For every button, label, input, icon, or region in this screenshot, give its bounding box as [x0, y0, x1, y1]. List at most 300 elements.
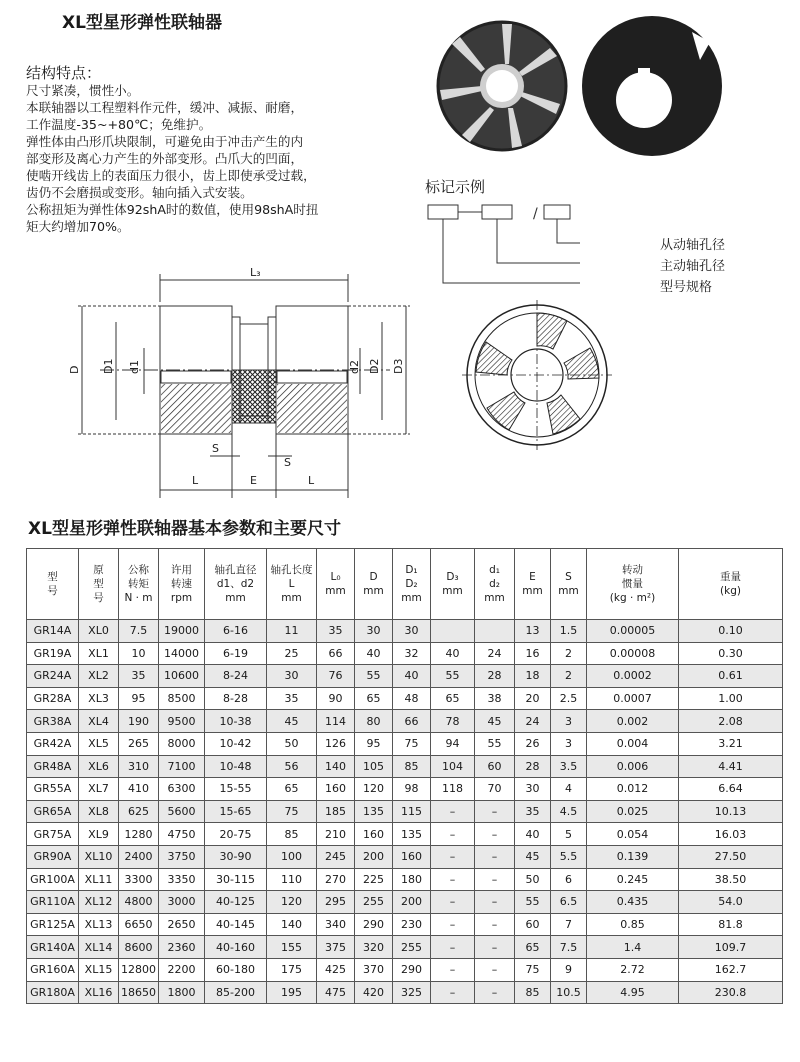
table-cell: 11	[267, 620, 317, 643]
table-cell: 114	[317, 710, 355, 733]
column-header-text: d₁	[489, 564, 500, 576]
table-cell: XL5	[79, 732, 119, 755]
column-header-text: mm	[522, 585, 543, 597]
column-header	[267, 549, 317, 620]
table-cell: 6650	[119, 913, 159, 936]
table-row	[27, 755, 783, 778]
table-cell: –	[475, 845, 515, 868]
table-cell: 4750	[159, 823, 205, 846]
table-cell: 2.72	[587, 958, 679, 981]
table-cell: GR160A	[27, 958, 79, 981]
table-cell: 2400	[119, 845, 159, 868]
column-header-text: mm	[225, 592, 246, 604]
column-header-text: (kg · m²)	[609, 592, 656, 604]
column-header-text: D₁	[405, 564, 418, 576]
table-cell: 120	[267, 891, 317, 914]
table-cell: 85	[515, 981, 551, 1004]
table-cell: 115	[393, 800, 431, 823]
table-cell: 45	[475, 710, 515, 733]
table-cell: 195	[267, 981, 317, 1004]
table-cell: 4800	[119, 891, 159, 914]
table-cell: 0.004	[587, 732, 679, 755]
table-cell: 1.00	[679, 687, 783, 710]
table-cell: 295	[317, 891, 355, 914]
table-cell: 27.50	[679, 845, 783, 868]
table-cell: 3350	[159, 868, 205, 891]
table-cell: 7100	[159, 755, 205, 778]
table-cell: –	[431, 800, 475, 823]
table-cell: 7.5	[119, 620, 159, 643]
column-header	[431, 549, 475, 620]
table-cell: 2650	[159, 913, 205, 936]
column-header-text: 型	[47, 571, 58, 583]
table-cell: 185	[317, 800, 355, 823]
table-cell: XL14	[79, 936, 119, 959]
table-cell: XL6	[79, 755, 119, 778]
column-header	[79, 549, 119, 620]
table-cell: 18650	[119, 981, 159, 1004]
table-cell: 10-48	[205, 755, 267, 778]
coupling-section-drawing	[60, 262, 430, 502]
table-cell: 80	[355, 710, 393, 733]
table-cell: 1280	[119, 823, 159, 846]
table-cell: 40	[393, 665, 431, 688]
table-cell: 40	[355, 642, 393, 665]
table-cell: 225	[355, 868, 393, 891]
table-cell	[431, 620, 475, 643]
table-cell: 0.025	[587, 800, 679, 823]
table-cell: 6.5	[551, 891, 587, 914]
table-cell: 270	[317, 868, 355, 891]
column-header	[515, 549, 551, 620]
dim-L3-label: L₃	[250, 266, 261, 279]
table-cell: 76	[317, 665, 355, 688]
table-cell: 19000	[159, 620, 205, 643]
table-cell: 65	[515, 936, 551, 959]
table-cell: 5.5	[551, 845, 587, 868]
table-cell: 375	[317, 936, 355, 959]
table-cell: 25	[267, 642, 317, 665]
column-header-text: (kg)	[720, 585, 741, 597]
spec-table	[26, 548, 783, 1004]
column-header-text: D₃	[446, 571, 459, 583]
column-header-text: 许用	[171, 564, 192, 576]
column-header-text: mm	[401, 592, 422, 604]
table-cell: 10600	[159, 665, 205, 688]
table-cell: 9	[551, 958, 587, 981]
dim-D3-label: D3	[392, 358, 405, 374]
table-cell: 6.64	[679, 778, 783, 801]
table-cell: 7	[551, 913, 587, 936]
table-cell: 3	[551, 732, 587, 755]
table-cell: –	[475, 958, 515, 981]
table-cell: GR55A	[27, 778, 79, 801]
table-cell: 66	[317, 642, 355, 665]
dim-d2-label: d2	[348, 360, 361, 374]
table-cell: 85	[393, 755, 431, 778]
table-cell: 0.10	[679, 620, 783, 643]
table-cell: 340	[317, 913, 355, 936]
table-cell: 0.0007	[587, 687, 679, 710]
table-cell: 0.30	[679, 642, 783, 665]
table-cell: 50	[267, 732, 317, 755]
table-cell: 0.054	[587, 823, 679, 846]
table-cell: 50	[515, 868, 551, 891]
table-cell: 54.0	[679, 891, 783, 914]
table-row	[27, 710, 783, 733]
dim-D-label: D	[68, 365, 81, 374]
marking-example-diagram	[420, 195, 580, 295]
table-cell: XL3	[79, 687, 119, 710]
table-cell: 90	[317, 687, 355, 710]
dim-D1-label: D1	[102, 358, 115, 374]
dim-D2-label: D2	[368, 358, 381, 374]
table-cell: 30-90	[205, 845, 267, 868]
table-cell: GR14A	[27, 620, 79, 643]
column-header-text: 原	[93, 564, 104, 576]
column-header-text: 号	[47, 585, 58, 597]
table-cell: 410	[119, 778, 159, 801]
table-cell: 55	[431, 665, 475, 688]
table-cell: 40	[431, 642, 475, 665]
table-cell: –	[475, 800, 515, 823]
table-cell: GR125A	[27, 913, 79, 936]
table-cell: XL1	[79, 642, 119, 665]
table-cell: –	[475, 981, 515, 1004]
table-cell: –	[475, 913, 515, 936]
table-cell: 15-65	[205, 800, 267, 823]
table-cell: 160	[355, 823, 393, 846]
column-header	[355, 549, 393, 620]
table-cell: 1.4	[587, 936, 679, 959]
column-header-text: 公称	[128, 564, 149, 576]
table-cell: 162.7	[679, 958, 783, 981]
table-cell: 40-145	[205, 913, 267, 936]
table-cell: 8600	[119, 936, 159, 959]
table-cell: XL10	[79, 845, 119, 868]
column-header-text: 重量	[720, 571, 741, 583]
table-cell: 9500	[159, 710, 205, 733]
table-cell: 310	[119, 755, 159, 778]
table-cell: –	[431, 981, 475, 1004]
table-row	[27, 800, 783, 823]
column-header-text: mm	[363, 585, 384, 597]
table-cell: GR110A	[27, 891, 79, 914]
table-cell: –	[431, 936, 475, 959]
table-cell: 5	[551, 823, 587, 846]
table-cell: 3750	[159, 845, 205, 868]
table-cell: 28	[515, 755, 551, 778]
column-header	[119, 549, 159, 620]
table-cell: –	[431, 845, 475, 868]
table-cell: 14000	[159, 642, 205, 665]
dim-S-right-label: S	[284, 456, 291, 469]
table-cell: 24	[475, 642, 515, 665]
table-cell: 255	[355, 891, 393, 914]
table-cell: 15-55	[205, 778, 267, 801]
table-cell: 160	[317, 778, 355, 801]
table-cell: 78	[431, 710, 475, 733]
table-cell: 8500	[159, 687, 205, 710]
table-row	[27, 845, 783, 868]
table-cell: XL4	[79, 710, 119, 733]
table-cell: 200	[393, 891, 431, 914]
table-cell: GR75A	[27, 823, 79, 846]
feature-line: 公称扭矩为弹性体92shA时的数值，使用98shA时扭	[26, 202, 319, 217]
page-title: XL型星形弹性联轴器	[62, 13, 222, 33]
table-cell: 16.03	[679, 823, 783, 846]
table-row	[27, 981, 783, 1004]
table-cell: 2.5	[551, 687, 587, 710]
table-cell: 32	[393, 642, 431, 665]
table-cell: XL12	[79, 891, 119, 914]
table-cell: 255	[393, 936, 431, 959]
table-cell: 45	[515, 845, 551, 868]
table-cell: 38.50	[679, 868, 783, 891]
table-cell: GR90A	[27, 845, 79, 868]
table-cell: GR140A	[27, 936, 79, 959]
table-cell: XL11	[79, 868, 119, 891]
table-cell: 135	[355, 800, 393, 823]
column-header-text: E	[529, 571, 536, 583]
table-cell: –	[475, 823, 515, 846]
column-header-text: mm	[484, 592, 505, 604]
table-cell: 30	[515, 778, 551, 801]
table-cell: 0.245	[587, 868, 679, 891]
table-cell: 65	[355, 687, 393, 710]
column-header-text: 转速	[171, 578, 192, 590]
table-cell: 10.5	[551, 981, 587, 1004]
column-header-text: 转动	[622, 564, 643, 576]
table-cell: 6300	[159, 778, 205, 801]
table-cell: 20	[515, 687, 551, 710]
table-cell: 55	[355, 665, 393, 688]
table-cell: 65	[267, 778, 317, 801]
column-header-text: mm	[558, 585, 579, 597]
table-cell: 0.012	[587, 778, 679, 801]
feature-line: 矩大约增加70%。	[26, 219, 130, 234]
spider-element-photo	[438, 22, 566, 150]
table-cell: –	[431, 891, 475, 914]
table-cell: 200	[355, 845, 393, 868]
table-cell: –	[475, 936, 515, 959]
column-header-text: d1、d2	[216, 578, 255, 590]
table-row	[27, 823, 783, 846]
table-cell: 210	[317, 823, 355, 846]
features-heading: 结构特点：	[26, 64, 102, 82]
table-cell: 75	[267, 800, 317, 823]
column-header-text: mm	[442, 585, 463, 597]
column-header-text: D₂	[405, 578, 418, 590]
column-header-text: 号	[93, 592, 104, 604]
table-cell: GR28A	[27, 687, 79, 710]
table-cell: XL9	[79, 823, 119, 846]
column-header-text: N · m	[124, 592, 153, 604]
table-row	[27, 642, 783, 665]
table-cell: 38	[475, 687, 515, 710]
table-cell: 2	[551, 665, 587, 688]
table-cell: 0.00005	[587, 620, 679, 643]
table-cell: 265	[119, 732, 159, 755]
hub-photo	[582, 16, 722, 156]
table-cell: 120	[355, 778, 393, 801]
table-cell: 12800	[119, 958, 159, 981]
table-cell: XL15	[79, 958, 119, 981]
table-cell: 30	[393, 620, 431, 643]
feature-line: 齿仍不会磨损或变形。轴向插入式安装。	[26, 185, 253, 200]
table-row	[27, 687, 783, 710]
table-cell: 126	[317, 732, 355, 755]
table-cell: GR38A	[27, 710, 79, 733]
table-cell: 104	[431, 755, 475, 778]
table-cell: 4.41	[679, 755, 783, 778]
table-cell: 3	[551, 710, 587, 733]
table-cell: 95	[355, 732, 393, 755]
table-cell: –	[475, 891, 515, 914]
table-cell: 85	[267, 823, 317, 846]
table-cell: 140	[267, 913, 317, 936]
table-cell: 2200	[159, 958, 205, 981]
column-header-text: 惯量	[622, 578, 643, 590]
table-cell: –	[431, 913, 475, 936]
table-cell: 0.85	[587, 913, 679, 936]
table-cell: 290	[393, 958, 431, 981]
table-cell: 8-28	[205, 687, 267, 710]
table-cell: 56	[267, 755, 317, 778]
column-header-text: L	[288, 578, 295, 590]
dim-L-left-label: L	[192, 474, 199, 487]
table-cell: 420	[355, 981, 393, 1004]
table-cell	[475, 620, 515, 643]
table-cell: 75	[515, 958, 551, 981]
feature-line: 使啮开线齿上的表面压力很小，齿上即使承受过载，	[26, 168, 316, 183]
column-header-text: 轴孔长度	[270, 564, 313, 576]
table-cell: 2.08	[679, 710, 783, 733]
table-cell: GR100A	[27, 868, 79, 891]
table-cell: 18	[515, 665, 551, 688]
table-cell: 3.5	[551, 755, 587, 778]
table-cell: 290	[355, 913, 393, 936]
table-cell: 2360	[159, 936, 205, 959]
table-cell: 35	[119, 665, 159, 688]
table-cell: 8000	[159, 732, 205, 755]
table-cell: XL13	[79, 913, 119, 936]
product-photos	[430, 4, 730, 174]
table-title: XL型星形弹性联轴器基本参数和主要尺寸	[28, 519, 341, 539]
table-cell: 85-200	[205, 981, 267, 1004]
table-cell: 28	[475, 665, 515, 688]
column-header	[205, 549, 267, 620]
column-header	[679, 549, 783, 620]
table-body	[27, 620, 783, 1004]
table-cell: 26	[515, 732, 551, 755]
coupling-end-view	[462, 300, 612, 450]
table-cell: 190	[119, 710, 159, 733]
table-row	[27, 732, 783, 755]
table-cell: 6-19	[205, 642, 267, 665]
table-cell: 1800	[159, 981, 205, 1004]
table-cell: 40-160	[205, 936, 267, 959]
column-header-text: S	[565, 571, 572, 583]
table-cell: –	[431, 823, 475, 846]
dim-d1-label: d1	[128, 360, 141, 374]
table-cell: 30	[267, 665, 317, 688]
table-cell: 10-38	[205, 710, 267, 733]
table-cell: 0.61	[679, 665, 783, 688]
table-row	[27, 958, 783, 981]
table-cell: 55	[475, 732, 515, 755]
table-cell: 75	[393, 732, 431, 755]
table-cell: 180	[393, 868, 431, 891]
table-cell: 30	[355, 620, 393, 643]
column-header	[159, 549, 205, 620]
feature-line: 弹性体由凸形爪块限制，可避免由于冲击产生的内	[26, 134, 304, 149]
table-cell: 13	[515, 620, 551, 643]
column-header	[475, 549, 515, 620]
table-cell: GR19A	[27, 642, 79, 665]
table-row	[27, 868, 783, 891]
table-cell: 40-125	[205, 891, 267, 914]
column-header	[393, 549, 431, 620]
table-cell: XL7	[79, 778, 119, 801]
table-cell: 3000	[159, 891, 205, 914]
table-cell: 35	[515, 800, 551, 823]
table-cell: 1.5	[551, 620, 587, 643]
column-header	[587, 549, 679, 620]
table-cell: XL8	[79, 800, 119, 823]
table-cell: 5600	[159, 800, 205, 823]
table-cell: –	[431, 958, 475, 981]
table-cell: 105	[355, 755, 393, 778]
table-cell: 20-75	[205, 823, 267, 846]
column-header-text: d₂	[489, 578, 500, 590]
table-cell: 0.435	[587, 891, 679, 914]
table-cell: 2	[551, 642, 587, 665]
table-cell: 48	[393, 687, 431, 710]
table-cell: 140	[317, 755, 355, 778]
table-cell: 3300	[119, 868, 159, 891]
column-header-text: D	[369, 571, 378, 583]
table-cell: 40	[515, 823, 551, 846]
table-cell: GR48A	[27, 755, 79, 778]
column-header-text: 轴孔直径	[214, 564, 257, 576]
feature-line: 工作温度-35~+80℃；免维护。	[26, 117, 212, 132]
table-cell: –	[475, 868, 515, 891]
table-cell: GR65A	[27, 800, 79, 823]
table-cell: 3.21	[679, 732, 783, 755]
table-cell: 24	[515, 710, 551, 733]
table-cell: 35	[267, 687, 317, 710]
table-row	[27, 620, 783, 643]
feature-line: 本联轴器以工程塑料作元件，缓冲、减振、耐磨，	[26, 100, 304, 115]
table-header-row	[27, 549, 783, 620]
table-cell: 94	[431, 732, 475, 755]
table-cell: 0.00008	[587, 642, 679, 665]
table-cell: 66	[393, 710, 431, 733]
table-cell: 0.002	[587, 710, 679, 733]
table-cell: 230.8	[679, 981, 783, 1004]
svg-text:/: /	[533, 206, 538, 222]
table-cell: 4.95	[587, 981, 679, 1004]
column-header	[551, 549, 587, 620]
column-header-text: rpm	[170, 592, 193, 604]
table-cell: 35	[317, 620, 355, 643]
table-cell: 245	[317, 845, 355, 868]
table-cell: 45	[267, 710, 317, 733]
table-cell: 109.7	[679, 936, 783, 959]
table-row	[27, 936, 783, 959]
table-cell: 60	[475, 755, 515, 778]
